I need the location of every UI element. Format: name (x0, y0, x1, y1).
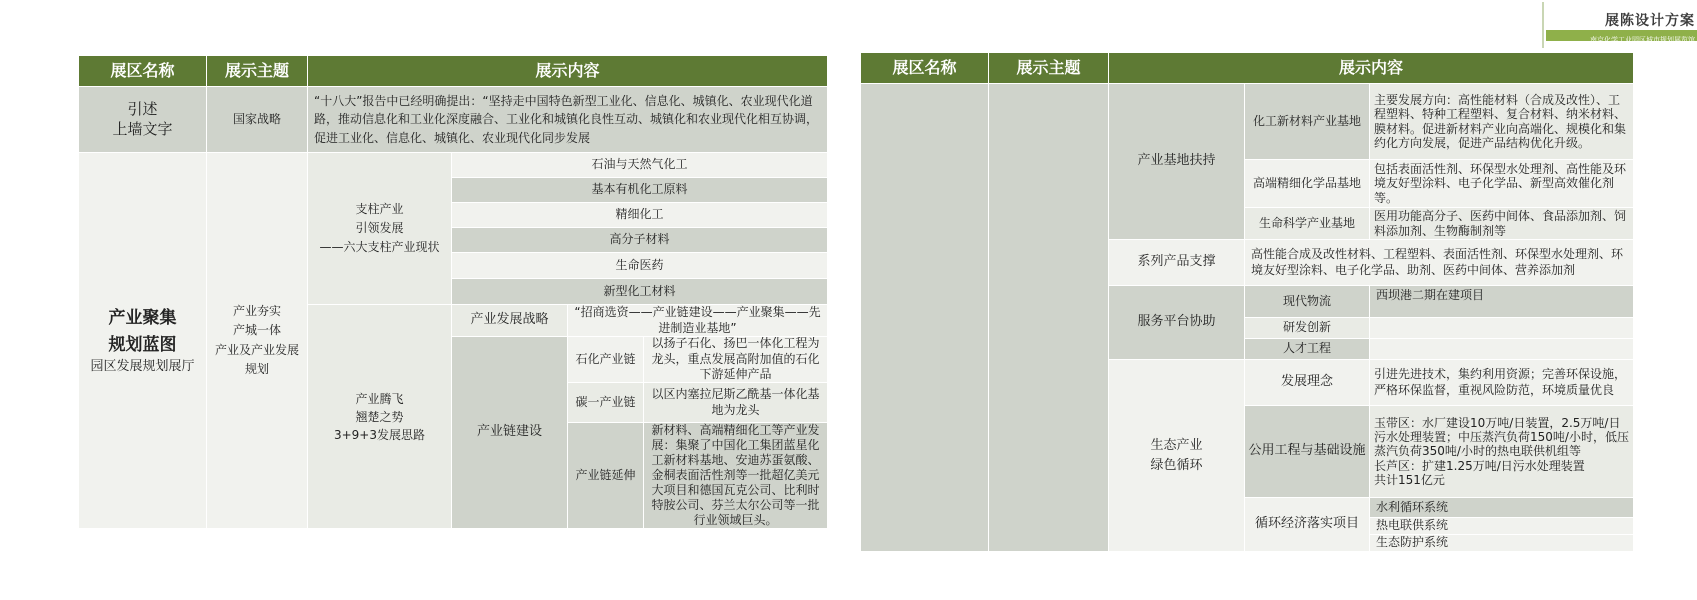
header-zone-name: 展区名称 (79, 56, 207, 87)
base-text: 医用功能高分子、医药中间体、食品添加剂、饲料添加剂、生物酶制剂等 (1370, 208, 1634, 240)
service-label: 服务平台协助 (1109, 286, 1245, 360)
eco-concept-name: 发展理念 (1245, 360, 1370, 406)
intro-content: “十八大”报告中已经明确提出：“坚持走中国特色新型工业化、信息化、城镇化、农业现代化道路，推动信息化和工业化深度融合、工业化和城镇化良性互动、城镇化和农业现代化相互协调，促进工业化、信息化、城镇化、农业现代化同步发展 (308, 87, 828, 153)
base-text: 包括表面活性剂、环保型水处理剂、高性能及环境友好型涂料、电子化学品、新型高效催化剂等。 (1370, 160, 1634, 208)
eco-circular-item: 水利循环系统 (1370, 498, 1634, 518)
intro-theme: 国家战略 (207, 87, 308, 153)
brand-logo (1540, 2, 1697, 50)
zone-cluster (79, 153, 207, 529)
pillar-item: 基本有机化工原料 (452, 178, 828, 203)
service-name: 现代物流 (1245, 286, 1370, 318)
eco-infra-name: 公用工程与基础设施 (1245, 406, 1370, 498)
service-name: 研发创新 (1245, 318, 1370, 339)
chain-name: 石化产业链 (568, 337, 644, 383)
zone-empty-cell (861, 84, 989, 552)
chain-name: 碳一产业链 (568, 383, 644, 423)
strategy-text: “招商选资——产业链建设——产业聚集——先进制造业基地” (568, 305, 828, 337)
chain-text: 新材料、高端精细化工等产业发展：集聚了中国化工集团蓝星化工新材料基地、安迪苏蛋氨酸、金桐表面活性剂等一批超亿美元大项目和德国瓦克公司、比利时特胺公司、芬兰太尔公司等一批行业领域巨头。 (644, 423, 828, 529)
intro-zone: 引述 上墙文字 (79, 87, 207, 153)
header-zone-name: 展区名称 (861, 53, 989, 84)
pillar-item: 高分子材料 (452, 228, 828, 253)
chain-label: 产业链建设 (452, 337, 568, 529)
pillar-item: 石油与天然气化工 (452, 153, 828, 178)
header-content: 展示内容 (308, 56, 828, 87)
pillar-label: 支柱产业 引领发展 ——六大支柱产业现状 (308, 153, 452, 305)
rise-label: 产业腾飞 翘楚之势 3+9+3发展思路 (308, 305, 452, 529)
service-text (1370, 318, 1634, 339)
header-content: 展示内容 (1109, 53, 1634, 84)
theme-empty-cell (989, 84, 1109, 552)
eco-label: 生态产业 绿色循环 (1109, 360, 1245, 552)
pillar-item: 生命医药 (452, 253, 828, 279)
series-label: 系列产品支撑 (1109, 240, 1245, 286)
chain-name: 产业链延伸 (568, 423, 644, 529)
base-name: 生命科学产业基地 (1245, 208, 1370, 240)
eco-concept-text: 引进先进技术，集约利用资源；完善环保设施，严格环保监督，重视风险防范，环境质量优良 (1370, 360, 1634, 406)
base-name: 高端精细化学品基地 (1245, 160, 1370, 208)
strategy-label: 产业发展战略 (452, 305, 568, 337)
eco-circular-item: 热电联供系统 (1370, 518, 1634, 535)
base-name: 化工新材料产业基地 (1245, 84, 1370, 160)
logo-subtitle: 南京化学工业园区城市规划展览馆 (1590, 36, 1695, 44)
eco-circular-name: 循环经济落实项目 (1245, 498, 1370, 552)
zone-cluster-title: 产业聚集 规划蓝图 (108, 307, 177, 356)
eco-circular-item: 生态防护系统 (1370, 535, 1634, 552)
chain-text: 以扬子石化、扬巴一体化工程为龙头，重点发展高附加值的石化下游延伸产品 (644, 337, 828, 383)
chain-text: 以区内塞拉尼斯乙酰基一体化基地为龙头 (644, 383, 828, 423)
service-text (1370, 339, 1634, 360)
zone-cluster-subtitle: 园区发展规划展厅 (90, 359, 195, 375)
header-theme: 展示主题 (989, 53, 1109, 84)
pillar-item: 精细化工 (452, 203, 828, 228)
base-support-label: 产业基地扶持 (1109, 84, 1245, 240)
eco-infra-text: 玉带区：水厂建设10万吨/日装置，2.5万吨/日污水处理装置；中压蒸汽负荷150吨/小时，低压蒸汽负荷350吨/小时的热电联供机组等 长芦区：扩建1.25万吨/日污水处理装置 共计151亿元 (1370, 406, 1634, 498)
logo-title: 展陈设计方案 (1605, 13, 1695, 29)
header-theme: 展示主题 (207, 56, 308, 87)
series-text: 高性能合成及改性材料、工程塑料、表面活性剂、环保型水处理剂、环境友好型涂料、电子化学品、助剂、医药中间体、营养添加剂 (1245, 240, 1634, 286)
theme-industry: 产业夯实 产城一体 产业及产业发展 规划 (207, 153, 308, 529)
base-text: 主要发展方向：高性能材料（合成及改性）、工程塑料、特种工程塑料、复合材料、纳米材料、膜材料。促进新材料产业向高端化、规模化和集约化方向发展，促进产品结构优化升级。 (1370, 84, 1634, 160)
service-name: 人才工程 (1245, 339, 1370, 360)
pillar-item: 新型化工材料 (452, 279, 828, 305)
service-text: 西坝港二期在建项目 (1370, 286, 1634, 318)
logo-edge (1542, 2, 1544, 48)
